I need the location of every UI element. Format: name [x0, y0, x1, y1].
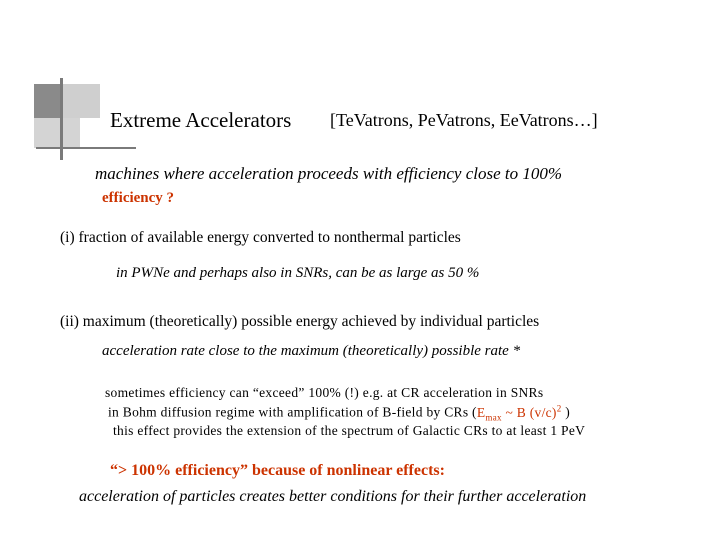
note-emax-letter: E — [476, 404, 486, 420]
note-line-2-suffix: ) — [561, 404, 571, 420]
conclusion-text: acceleration of particles creates better conditions for their further acceleration — [79, 488, 587, 505]
point-ii: (ii) maximum (theoretically) possible energy achieved by individual particles — [60, 313, 540, 330]
point-ii-detail: acceleration rate close to the maximum (theoretically) possible rate * — [102, 343, 521, 359]
conclusion-heading: “> 100% efficiency” because of nonlinear effects: — [110, 462, 445, 479]
note-emax — [476, 403, 562, 423]
decorative-square-light — [34, 118, 80, 148]
note-line-2-superscript: 2 — [556, 403, 562, 413]
note-emax-subscript: max — [485, 412, 502, 423]
note-line-2-prefix: in Bohm diffusion regime with amplification of B-field by CRs ( — [108, 404, 477, 420]
note-line-2-mid: ~ B (v/c) — [501, 404, 557, 420]
note-line-2 — [108, 403, 570, 422]
efficiency-question: efficiency ? — [102, 190, 175, 206]
point-i-detail: in PWNe and perhaps also in SNRs, can be as large as 50 % — [116, 265, 480, 281]
decorative-line-horizontal — [36, 147, 136, 149]
note-line-3: this effect provides the extension of the spectrum of Galactic CRs to at least 1 PeV — [113, 423, 586, 438]
decorative-square-light-2 — [60, 84, 100, 118]
note-line-1: sometimes efficiency can “exceed” 100% (!) e.g. at CR acceleration in SNRs — [105, 385, 544, 400]
definition-text: machines where acceleration proceeds with efficiency close to 100% — [95, 164, 563, 183]
title-bracket: [TeVatrons, PeVatrons, EeVatrons…] — [330, 110, 598, 130]
point-i: (i) fraction of available energy converted to nonthermal particles — [60, 229, 461, 246]
page-title: Extreme Accelerators — [110, 108, 292, 132]
